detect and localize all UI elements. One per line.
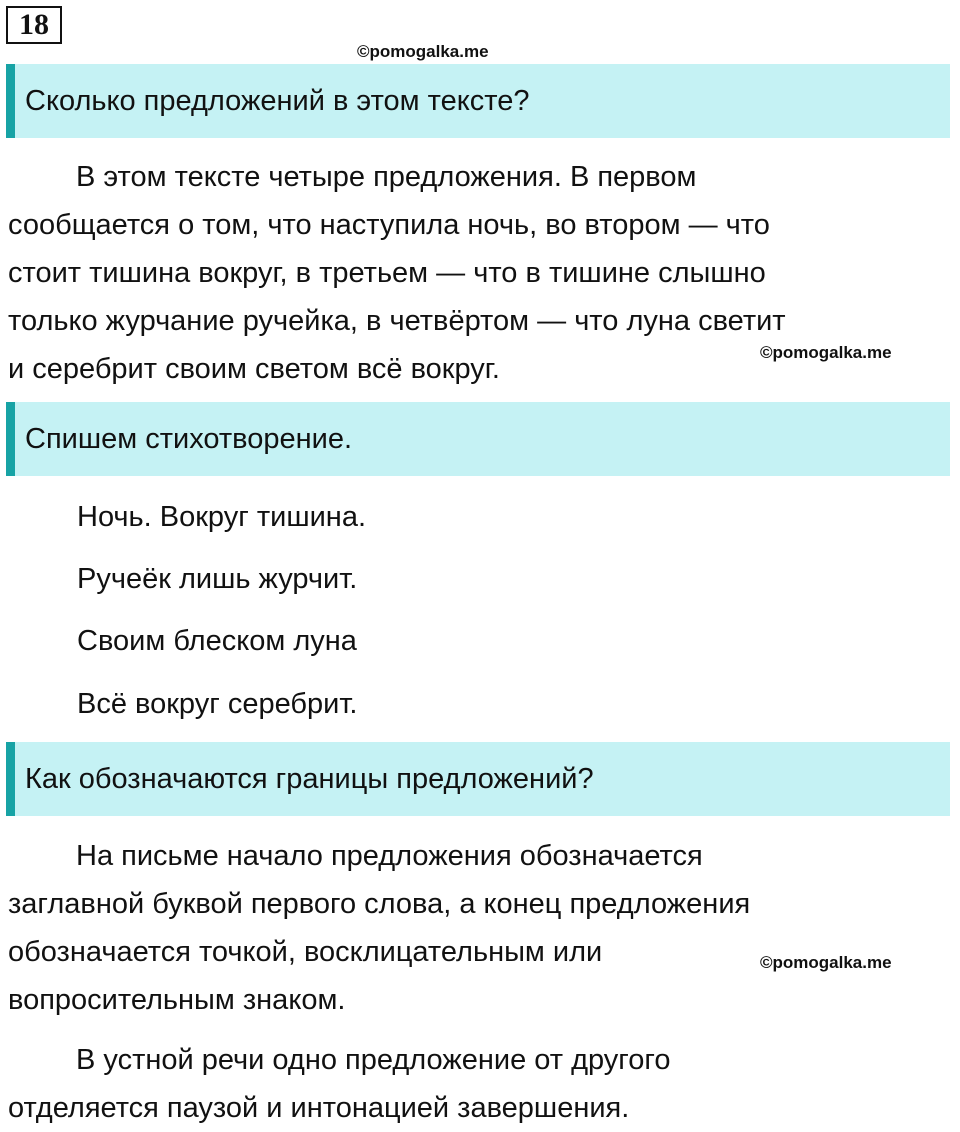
watermark: ©pomogalka.me: [357, 42, 489, 61]
watermark: ©pomogalka.me: [760, 953, 892, 972]
paragraph-line: стоит тишина вокруг, в третьем — что в тишине слышно: [8, 257, 766, 289]
question-heading-1: Сколько предложений в этом тексте?: [6, 64, 950, 138]
answer-paragraph-3: [8, 1036, 908, 1132]
poem-line: Ночь. Вокруг тишина.: [77, 501, 367, 533]
paragraph-line: только журчание ручейка, в четвёртом — что луна светит: [8, 305, 786, 337]
paragraph-line: В этом тексте четыре предложения. В первом: [76, 161, 697, 193]
watermark: ©pomogalka.me: [760, 343, 892, 362]
paragraph-line: вопросительным знаком.: [8, 984, 346, 1016]
paragraph-line: и серебрит своим светом всё вокруг.: [8, 353, 500, 385]
question-heading-2: Спишем стихотворение.: [6, 402, 950, 476]
poem-line: Всё вокруг серебрит.: [77, 688, 358, 720]
paragraph-line: В устной речи одно предложение от другого: [76, 1044, 671, 1076]
paragraph-line: сообщается о том, что наступила ночь, во втором — что: [8, 209, 770, 241]
poem-line: Своим блеском луна: [77, 625, 357, 657]
paragraph-line: заглавной буквой первого слова, а конец предложения: [8, 888, 751, 920]
poem-line: Ручеёк лишь журчит.: [77, 563, 358, 595]
question-heading-3: Как обозначаются границы предложений?: [6, 742, 950, 816]
answer-paragraph-2: [8, 832, 908, 1024]
paragraph-line: На письме начало предложения обозначается: [76, 840, 703, 872]
task-number-badge: 18: [6, 6, 62, 44]
paragraph-line: обозначается точкой, восклицательным или: [8, 936, 603, 968]
paragraph-line: отделяется паузой и интонацией завершения.: [8, 1092, 630, 1124]
